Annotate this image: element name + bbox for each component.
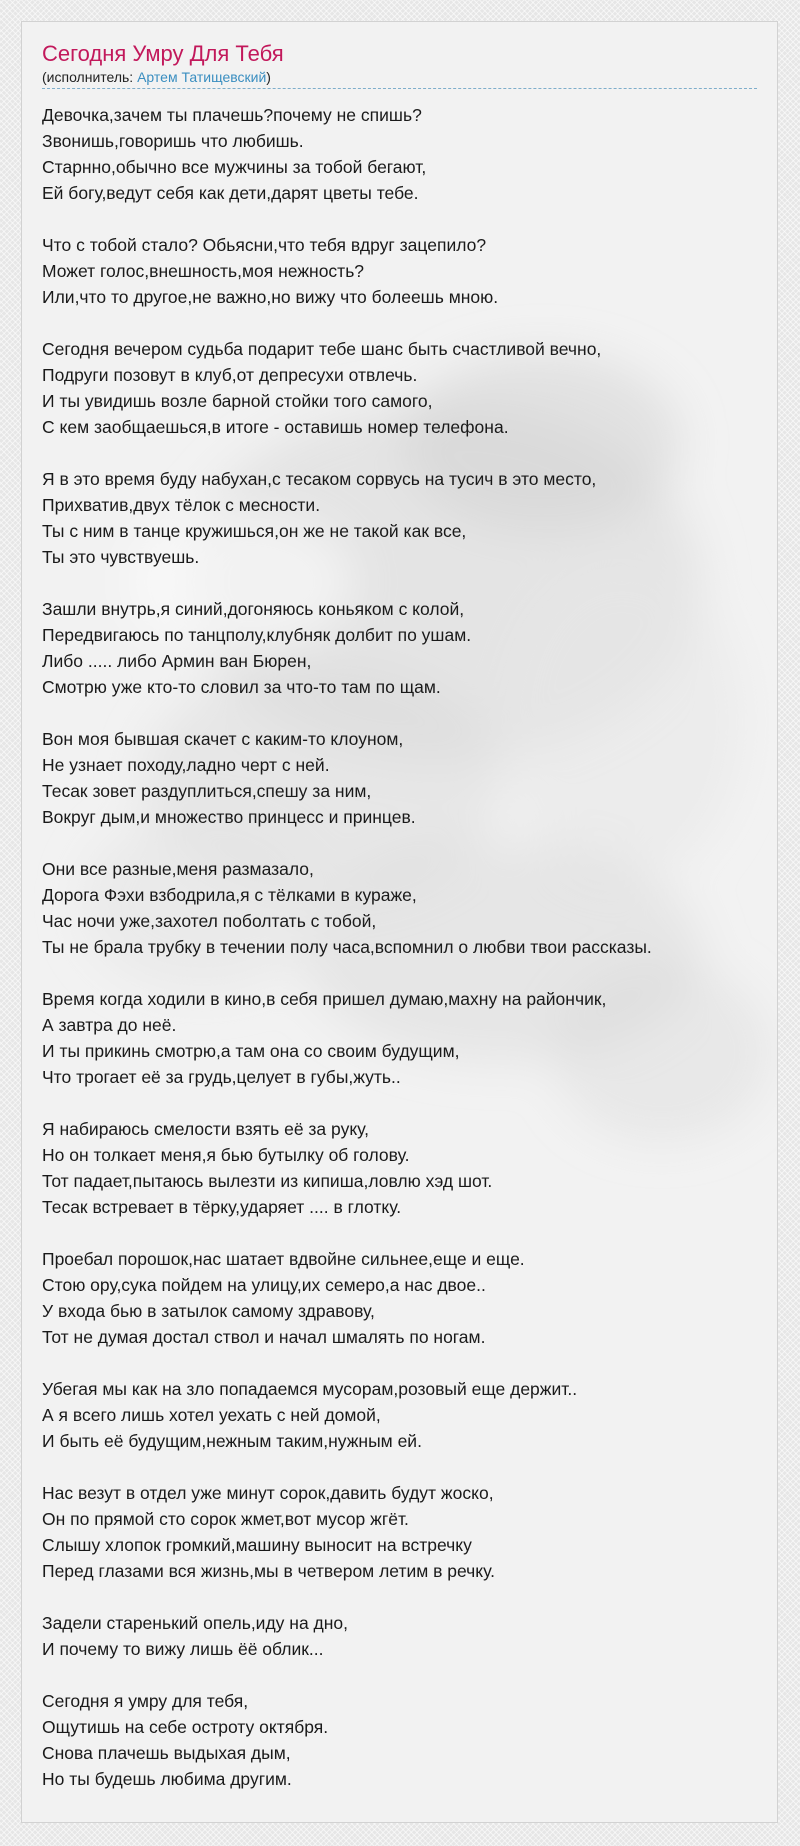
lyrics-line: Передвигаюсь по танцполу,клубняк долбит по ушам. xyxy=(42,625,472,645)
lyrics-line: Ей богу,ведут себя как дети,дарят цветы тебе. xyxy=(42,183,419,203)
lyrics-line: Тесак зовет раздуплиться,спешу за ним, xyxy=(42,781,372,801)
lyrics-line: Подруги позовут в клуб,от депресухи отвлечь. xyxy=(42,365,418,385)
lyrics-line: Тот падает,пытаюсь вылезти из кипиша,ловлю хэд шот. xyxy=(42,1171,493,1191)
lyrics-line: Час ночи уже,захотел поболтать с тобой, xyxy=(42,911,377,931)
lyrics-stanza xyxy=(42,466,757,570)
lyrics-stanza xyxy=(42,1480,757,1584)
lyrics-line: Прихватив,двух тёлок с месности. xyxy=(42,495,321,515)
lyrics-stanza xyxy=(42,1376,757,1454)
lyrics-line: Убегая мы как на зло попадаемся мусорам,розовый еще держит.. xyxy=(42,1379,578,1399)
lyrics-line: Я набираюсь смелости взять её за руку, xyxy=(42,1119,370,1139)
lyrics-line: Ты с ним в танце кружишься,он же не такой как все, xyxy=(42,521,467,541)
lyrics-line: Ты это чувствуешь. xyxy=(42,547,200,567)
lyrics-line: Что трогает её за грудь,целует в губы,жуть.. xyxy=(42,1067,401,1087)
lyrics-stanza xyxy=(42,336,757,440)
lyrics-stanza xyxy=(42,986,757,1090)
artist-line xyxy=(42,68,757,89)
lyrics-line: И ты увидишь возле барной стойки того самого, xyxy=(42,391,433,411)
lyrics-stanza xyxy=(42,232,757,310)
lyrics-line: Проебал порошок,нас шатает вдвойне сильнее,еще и еще. xyxy=(42,1249,525,1269)
lyrics-page xyxy=(21,21,778,1823)
lyrics-line: Ощутишь на себе остроту октября. xyxy=(42,1717,329,1737)
lyrics-line: Звонишь,говоришь что любишь. xyxy=(42,131,304,151)
lyrics-line: С кем заобщаешься,в итоге - оставишь номер телефона. xyxy=(42,417,509,437)
lyrics-stanza xyxy=(42,1116,757,1220)
song-title: Сегодня Умру Для Тебя xyxy=(42,41,284,66)
lyrics-line: Сегодня я умру для тебя, xyxy=(42,1691,249,1711)
lyrics-line: Они все разные,меня размазало, xyxy=(42,859,314,879)
lyrics-line: Не узнает походу,ладно черт с ней. xyxy=(42,755,330,775)
lyrics-line: Может голос,внешность,моя нежность? xyxy=(42,261,365,281)
lyrics-stanza xyxy=(42,726,757,830)
lyrics-line: Смотрю уже кто-то словил за что-то там по щам. xyxy=(42,677,441,697)
lyrics-line: И быть её будущим,нежным таким,нужным ей. xyxy=(42,1431,422,1451)
lyrics-stanza xyxy=(42,596,757,700)
lyrics-line: Сегодня вечером судьба подарит тебе шанс быть счастливой вечно, xyxy=(42,339,602,359)
artist-prefix: (исполнитель: xyxy=(42,69,138,85)
artist-suffix: ) xyxy=(266,69,271,85)
lyrics-line: Снова плачешь выдыхая дым, xyxy=(42,1743,291,1763)
lyrics-line: Нас везут в отдел уже минут сорок,давить будут жоско, xyxy=(42,1483,494,1503)
lyrics-line: Что с тобой стало? Обьясни,что тебя вдруг зацепило? xyxy=(42,235,487,255)
lyrics-line: Тот не думая достал ствол и начал шмалять по ногам. xyxy=(42,1327,486,1347)
lyrics-line: Время когда ходили в кино,в себя пришел думаю,махну на райончик, xyxy=(42,989,607,1009)
lyrics-line: Или,что то другое,не важно,но вижу что болеешь мною. xyxy=(42,287,499,307)
lyrics-line: Девочка,зачем ты плачешь?почему не спишь? xyxy=(42,105,422,125)
lyrics-line: Вон моя бывшая скачет с каким-то клоуном, xyxy=(42,729,404,749)
lyrics-line: Он по прямой сто сорок жмет,вот мусор жгёт. xyxy=(42,1509,409,1529)
lyrics-stanza xyxy=(42,1688,757,1792)
lyrics-line: Старнно,обычно все мужчины за тобой бегают, xyxy=(42,157,427,177)
lyrics-stanza xyxy=(42,1610,757,1662)
lyrics-line: Либо ..... либо Армин ван Бюрен, xyxy=(42,651,312,671)
lyrics-content xyxy=(22,22,777,1792)
lyrics-line: Стою ору,сука пойдем на улицу,их семеро,а нас двое.. xyxy=(42,1275,486,1295)
lyrics-line: Дорога Фэхи взбодрила,я с тёлками в кураже, xyxy=(42,885,417,905)
lyrics-body xyxy=(42,102,757,1792)
lyrics-line: Слышу хлопок громкий,машину выносит на встречку xyxy=(42,1535,472,1555)
lyrics-line: Но он толкает меня,я бью бутылку об голову. xyxy=(42,1145,410,1165)
lyrics-line: А завтра до неё. xyxy=(42,1015,177,1035)
lyrics-stanza xyxy=(42,1246,757,1350)
lyrics-line: И ты прикинь смотрю,а там она со своим будущим, xyxy=(42,1041,460,1061)
lyrics-stanza xyxy=(42,102,757,206)
lyrics-line: Ты не брала трубку в течении полу часа,вспомнил о любви твои рассказы. xyxy=(42,937,652,957)
lyrics-line: У входа бью в затылок самому здравову, xyxy=(42,1301,375,1321)
lyrics-line: И почему то вижу лишь ёё облик... xyxy=(42,1639,324,1659)
artist-link[interactable]: Артем Татищевский xyxy=(137,69,267,85)
lyrics-line: Зашли внутрь,я синий,догоняюсь коньяком с колой, xyxy=(42,599,465,619)
lyrics-line: Я в это время буду набухан,с тесаком сорвусь на тусич в это место, xyxy=(42,469,597,489)
lyrics-line: Перед глазами вся жизнь,мы в четвером летим в речку. xyxy=(42,1561,496,1581)
lyrics-line: Вокруг дым,и множество принцесс и принцев. xyxy=(42,807,416,827)
lyrics-line: Но ты будешь любима другим. xyxy=(42,1769,292,1789)
lyrics-line: Тесак встревает в тёрку,ударяет .... в глотку. xyxy=(42,1197,402,1217)
lyrics-stanza xyxy=(42,856,757,960)
lyrics-line: Задели старенький опель,иду на дно, xyxy=(42,1613,349,1633)
lyrics-line: А я всего лишь хотел уехать с ней домой, xyxy=(42,1405,381,1425)
